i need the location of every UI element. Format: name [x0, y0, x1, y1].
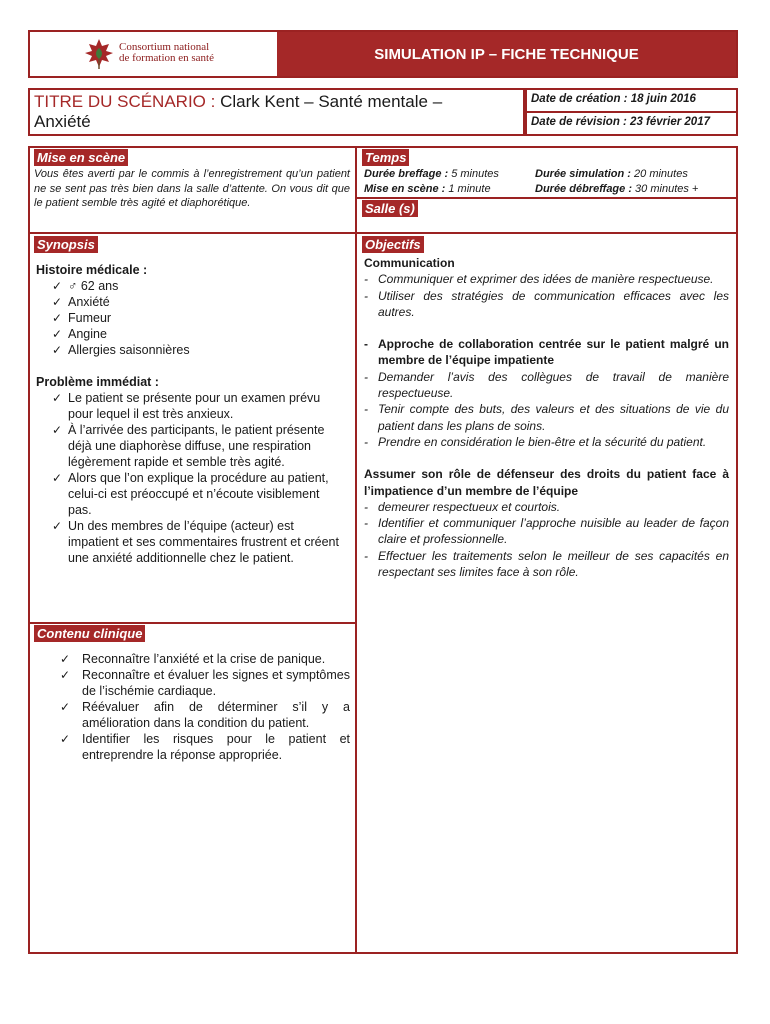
collaboration-label: - Approche de collaboration centrée sur le patient malgré un membre de l’équipe impatiente [364, 336, 729, 369]
histoire-label: Histoire médicale : [36, 263, 148, 277]
mise-en-scene-time-label: Mise en scène : [364, 183, 446, 195]
scenario-title-line1: Clark Kent – Santé mentale – [220, 92, 443, 111]
list-item: ✓ Reconnaître et évaluer les signes et symptômes de l’ischémie cardiaque. [60, 667, 350, 699]
logo [82, 34, 282, 72]
histoire-list [52, 278, 346, 358]
list-item: ✓ Reconnaître l’anxiété et la crise de panique. [60, 651, 350, 667]
banner-title: SIMULATION IP – FICHE TECHNIQUE [277, 32, 736, 76]
list-item: - Identifier et communiquer l’approche nuisible au leader de façon claire et professionnelle. [364, 515, 729, 548]
mise-en-scene-heading: Mise en scène [34, 149, 128, 166]
duree-breffage-label: Durée breffage : [364, 168, 449, 180]
list-item: ✓ Allergies saisonnières [52, 342, 346, 358]
scenario-label: TITRE DU SCÉNARIO : [34, 92, 221, 111]
salle-divider [355, 232, 738, 234]
communication-list [364, 271, 729, 320]
mise-en-scene-text: Vous êtes averti par le commis à l’enregistrement qu’un patient ne se sent pas très bien dans la salle d’attente. On vous dit que le patient semble très agité et diaphorétique. [34, 168, 350, 209]
list-item: ✓ Identifier les risques pour le patient et entreprendre la réponse appropriée. [60, 731, 350, 763]
revision-date: Date de révision : 23 février 2017 [531, 116, 710, 128]
creation-date: Date de création : 18 juin 2016 [531, 93, 696, 105]
list-item: - Effectuer les traitements selon le meilleur de ses capacités en respectant ses limites face à son rôle. [364, 548, 729, 581]
duree-breffage-value: 5 minutes [448, 168, 499, 180]
duree-debreffage-label: Durée débreffage : [535, 183, 632, 195]
list-item: ✓ À l’arrivée des participants, le patient présente déjà une diaphorèse diffuse, une respiration légèrement rapide et semble très agité. [52, 422, 346, 470]
objectifs-content [364, 255, 729, 580]
mise-en-scene-divider [28, 232, 357, 234]
list-item: ✓ Réévaluer afin de déterminer s’il y a amélioration dans la condition du patient. [60, 699, 350, 731]
logo-leaf-icon [82, 36, 116, 70]
synopsis-content [36, 262, 346, 566]
list-item: ✓ ♂ 62 ans [52, 278, 346, 294]
mise-en-scene-time-value: 1 minute [445, 183, 491, 195]
list-item: ✓ Le patient se présente pour un examen prévu pour lequel il est très anxieux. [52, 390, 346, 422]
duree-simulation-label: Durée simulation : [535, 168, 631, 180]
collaboration-list [364, 336, 729, 450]
list-item: ✓ Un des membres de l’équipe (acteur) est impatient et ses commentaires frustrent et créent une anxiété additionnelle chez le patient. [52, 518, 346, 566]
list-item: ✓ Alors que l’on explique la procédure au patient, celui-ci est préoccupé et n’écoute visiblement pas. [52, 470, 346, 518]
communication-label: Communication [364, 256, 455, 270]
list-item: - demeurer respectueux et courtois. [364, 499, 729, 515]
defenseur-label: Assumer son rôle de défenseur des droits du patient face à l’impatience d’un membre de l’équipe [364, 467, 729, 498]
probleme-label: Problème immédiat : [36, 375, 159, 389]
list-item: ✓ Angine [52, 326, 346, 342]
list-item: - Prendre en considération le bien-être et la sécurité du patient. [364, 434, 729, 450]
list-item: - Utiliser des stratégies de communication efficaces avec les autres. [364, 288, 729, 321]
list-item: ✓ Anxiété [52, 294, 346, 310]
list-item: - Communiquer et exprimer des idées de manière respectueuse. [364, 271, 729, 287]
duree-debreffage-value: 30 minutes + [632, 183, 699, 195]
synopsis-divider [28, 622, 357, 624]
column-divider [355, 146, 357, 954]
contenu-clinique-list [60, 651, 350, 763]
synopsis-heading: Synopsis [34, 236, 98, 253]
scenario-title-line2: Anxiété [34, 112, 91, 131]
duree-simulation-value: 20 minutes [630, 168, 688, 180]
contenu-clinique-heading: Contenu clinique [34, 625, 145, 642]
list-item: - Demander l’avis des collègues de travail de manière respectueuse. [364, 369, 729, 402]
defenseur-list [364, 499, 729, 580]
temps-divider [355, 197, 738, 199]
temps-heading: Temps [362, 149, 409, 166]
logo-name-line2: de formation en santé [119, 52, 214, 64]
list-item: - Tenir compte des buts, des valeurs et des situations de vie du patient dans les plans de soins. [364, 401, 729, 434]
scenario-title [34, 92, 504, 132]
contenu-clinique-content [60, 651, 350, 763]
probleme-list [52, 390, 346, 566]
objectifs-heading: Objectifs [362, 236, 424, 253]
logo-name-line1: Consortium national [119, 41, 210, 53]
salle-heading: Salle (s) [362, 200, 418, 217]
list-item: ✓ Fumeur [52, 310, 346, 326]
